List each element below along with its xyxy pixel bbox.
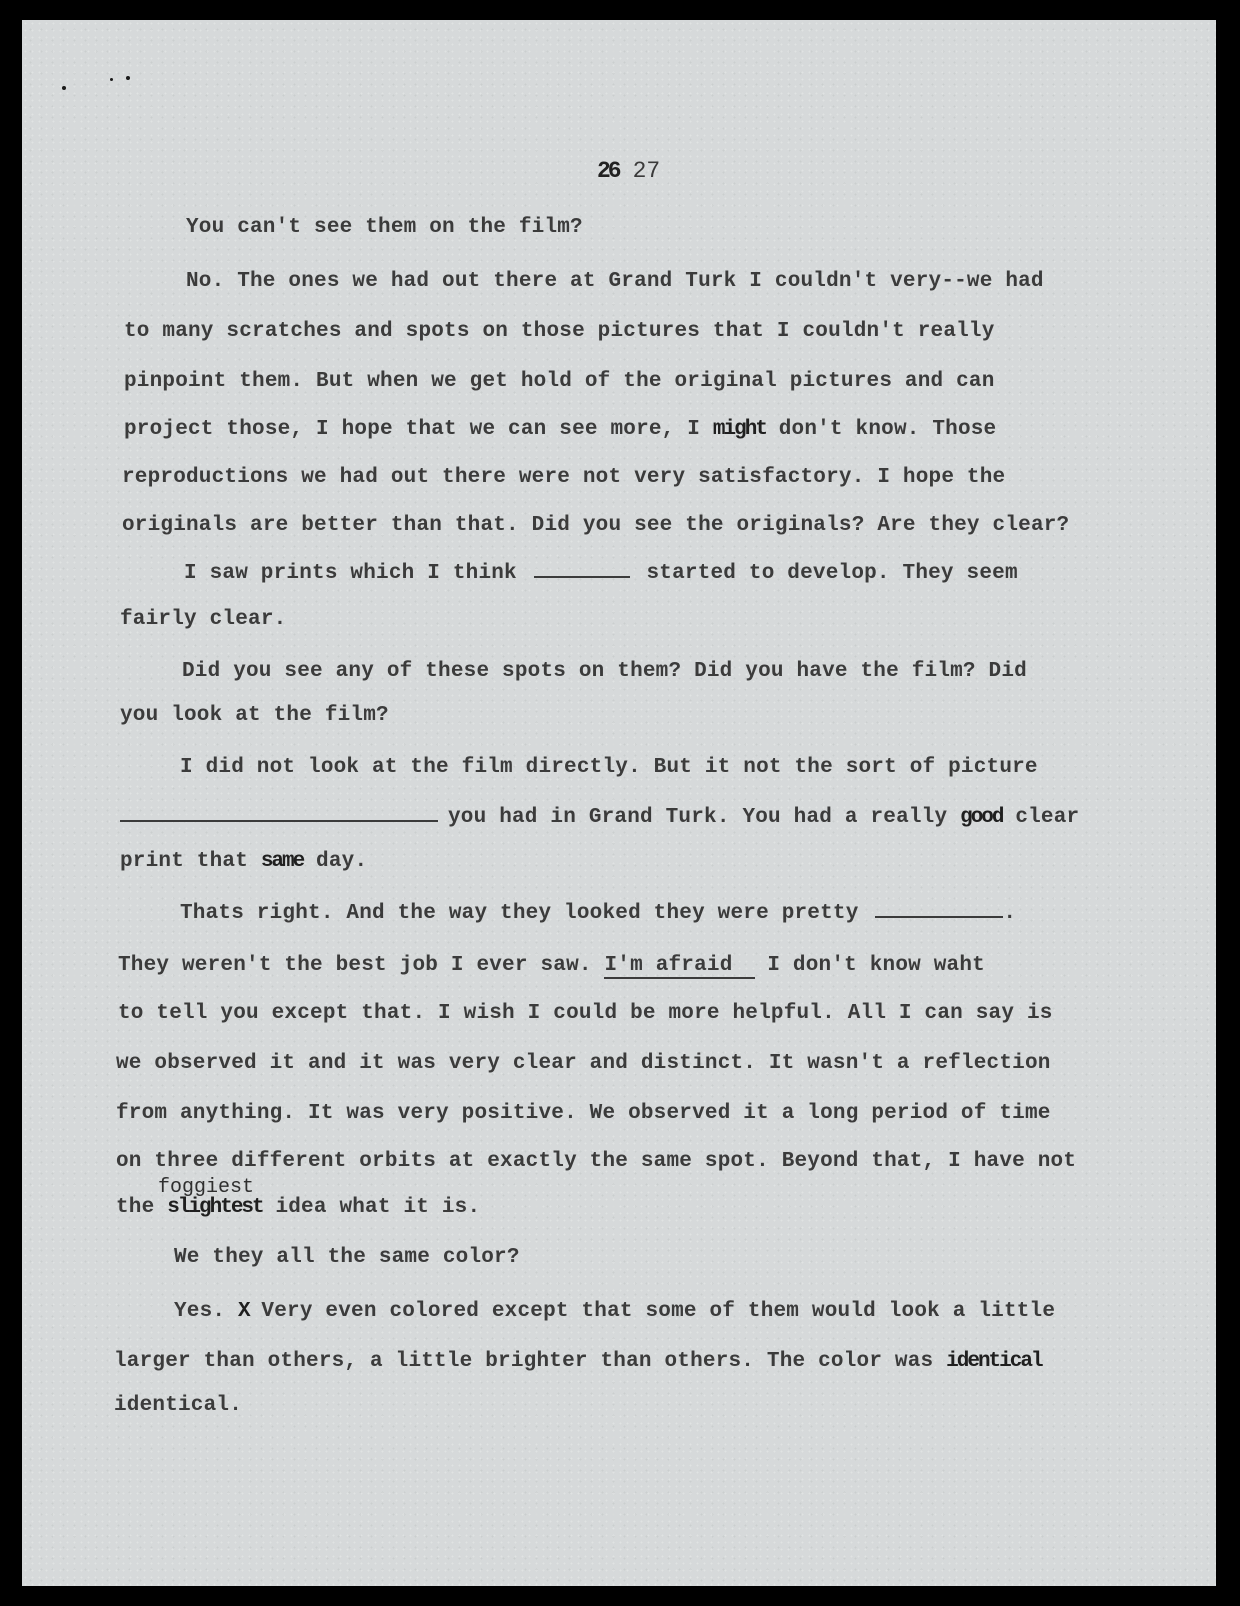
- text-segment: larger than others, a little brighter than others. The color was: [114, 1350, 947, 1373]
- blank-underline: [120, 814, 438, 822]
- blank-underline: [875, 910, 1003, 918]
- text-line: I did not look at the film directly. But it not the sort of picture: [180, 756, 1038, 779]
- text-segment: Yes.: [174, 1300, 239, 1323]
- text-line: reproductions we had out there were not very satisfactory. I hope the: [122, 466, 1006, 489]
- struck-word: X: [238, 1300, 249, 1323]
- text-line: identical.: [114, 1394, 243, 1417]
- blank-underline: [534, 570, 630, 578]
- page-number-value: 27: [632, 158, 661, 184]
- text-line: from anything. It was very positive. We observed it a long period of time: [116, 1102, 1051, 1125]
- text-line: on three different orbits at exactly the same spot. Beyond that, I have not: [116, 1150, 1077, 1173]
- text-segment: Thats right. And the way they looked they were pretty: [180, 902, 859, 925]
- text-line: No. The ones we had out there at Grand Turk I couldn't very--we had: [186, 270, 1044, 293]
- text-line: [118, 954, 985, 977]
- text-line: pinpoint them. But when we get hold of the original pictures and can: [124, 370, 995, 393]
- text-segment: day.: [303, 850, 368, 873]
- text-segment: don't know. Those: [765, 418, 997, 441]
- text-segment: .: [1003, 902, 1017, 925]
- text-line: [120, 806, 1079, 829]
- text-line: originals are better than that. Did you see the originals? Are they clear?: [122, 514, 1070, 537]
- struck-page-mark: 26: [597, 158, 619, 184]
- text-segment: Very even colored except that some of them would look a little: [248, 1300, 1056, 1323]
- text-line: to tell you except that. I wish I could be more helpful. All I can say is: [118, 1002, 1053, 1025]
- struck-word: slightest: [167, 1196, 263, 1219]
- text-line: [114, 1350, 1042, 1373]
- text-line: [174, 1300, 1055, 1323]
- text-line: [184, 562, 1018, 585]
- scan-speck: [110, 78, 113, 81]
- text-segment: project those, I hope that we can see more, I: [124, 418, 713, 441]
- text-line: [124, 418, 996, 441]
- text-segment: started to develop. They seem: [646, 562, 1018, 585]
- text-line: you look at the film?: [120, 704, 389, 727]
- text-segment: the: [116, 1196, 168, 1219]
- text-line: [116, 1196, 480, 1219]
- text-line: [120, 850, 367, 873]
- struck-word: identical: [946, 1350, 1042, 1373]
- scan-speck: [126, 76, 130, 80]
- scan-speck: [62, 86, 66, 90]
- text-line: fairly clear.: [120, 608, 287, 631]
- text-segment: They weren't the best job I ever saw.: [118, 954, 605, 977]
- text-line: [180, 902, 1016, 925]
- text-line: to many scratches and spots on those pictures that I couldn't really: [124, 320, 995, 343]
- text-segment: I don't know waht: [754, 954, 985, 977]
- handwritten-insertion: foggiest: [158, 1176, 255, 1199]
- page-number: [597, 158, 660, 184]
- struck-word: might: [712, 418, 766, 441]
- text-segment: you had in Grand Turk. You had a really: [448, 806, 961, 829]
- struck-word: same: [260, 850, 304, 873]
- text-line: You can't see them on the film?: [186, 216, 583, 239]
- text-segment: print that: [120, 850, 261, 873]
- struck-word: good: [960, 806, 1003, 829]
- text-line: we observed it and it was very clear and distinct. It wasn't a reflection: [116, 1052, 1051, 1075]
- text-segment: I saw prints which I think: [184, 562, 517, 585]
- text-segment: clear: [1002, 806, 1080, 829]
- text-segment: idea what it is.: [262, 1196, 481, 1219]
- text-line: Did you see any of these spots on them? Did you have the film? Did: [182, 660, 1027, 683]
- text-line: We they all the same color?: [174, 1246, 520, 1269]
- underlined-phrase: I'm afraid: [604, 954, 754, 979]
